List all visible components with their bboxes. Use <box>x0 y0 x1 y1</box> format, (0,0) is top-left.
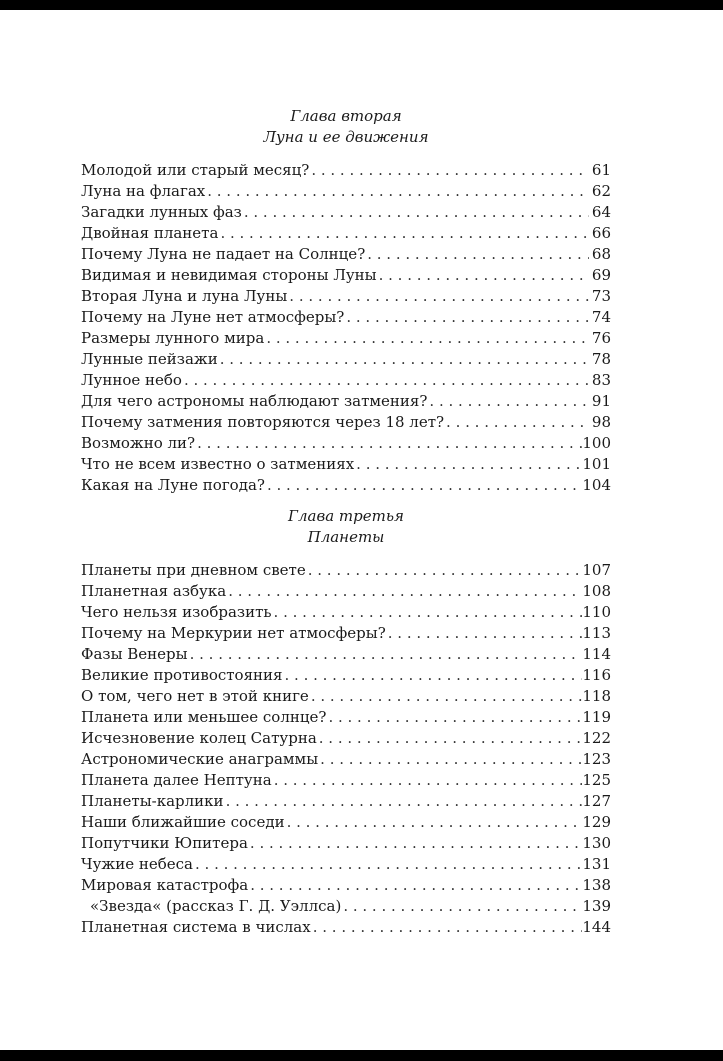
chapter-2-label: Глава вторая <box>290 107 402 125</box>
toc-entry-title: Попутчики Юпитера <box>81 834 248 852</box>
chapter-2-toc-list <box>81 160 611 496</box>
dot-leader <box>197 433 582 454</box>
toc-entry[interactable] <box>81 623 611 644</box>
chapter-2-heading <box>81 106 611 148</box>
bottom-black-border <box>0 1050 723 1061</box>
toc-entry-title: Для чего астрономы наблюдают затмения? <box>81 392 428 410</box>
toc-entry[interactable] <box>81 560 611 581</box>
dot-leader <box>226 791 583 812</box>
dot-leader <box>313 917 583 938</box>
toc-entry[interactable] <box>81 286 611 307</box>
toc-entry-page: 78 <box>591 350 611 368</box>
toc-entry[interactable] <box>81 875 611 896</box>
dot-leader <box>320 749 582 770</box>
toc-entry[interactable] <box>81 328 611 349</box>
toc-entry[interactable] <box>81 412 611 433</box>
toc-entry-title: Планетная система в числах <box>81 918 311 936</box>
dot-leader <box>446 412 589 433</box>
toc-entry-title: Какая на Луне погода? <box>81 476 265 494</box>
toc-entry-title: Вторая Луна и луна Луны <box>81 287 288 305</box>
dot-leader <box>266 328 589 349</box>
toc-entry-title: Астрономические анаграммы <box>81 750 319 768</box>
dot-leader <box>346 307 589 328</box>
toc-entry-title: Видимая и невидимая стороны Луны <box>81 266 377 284</box>
toc-entry[interactable] <box>81 917 611 938</box>
dot-leader <box>274 602 583 623</box>
toc-entry-page: 74 <box>591 308 611 326</box>
toc-entry-page: 107 <box>582 561 611 579</box>
dot-leader <box>285 665 583 686</box>
toc-entry[interactable] <box>81 454 611 475</box>
toc-entry-page: 125 <box>582 771 611 789</box>
toc-entry-page: 62 <box>591 182 611 200</box>
toc-entry-page: 114 <box>582 645 611 663</box>
toc-entry-page: 127 <box>582 792 611 810</box>
toc-entry-page: 91 <box>591 392 611 410</box>
dot-leader <box>343 896 582 917</box>
toc-entry[interactable] <box>81 707 611 728</box>
dot-leader <box>356 454 582 475</box>
toc-entry-title: О том, чего нет в этой книге <box>81 687 309 705</box>
toc-entry-page: 69 <box>591 266 611 284</box>
dot-leader <box>388 623 583 644</box>
toc-entry[interactable] <box>81 223 611 244</box>
toc-entry-page: 118 <box>582 687 611 705</box>
toc-entry[interactable] <box>81 475 611 496</box>
dot-leader <box>319 728 583 749</box>
toc-entry-title: Планеты при дневном свете <box>81 561 306 579</box>
chapter-3-title: Планеты <box>307 528 385 546</box>
toc-entry[interactable] <box>81 665 611 686</box>
dot-leader <box>328 707 582 728</box>
toc-entry-title: Молодой или старый месяц? <box>81 161 310 179</box>
dot-leader <box>195 854 582 875</box>
dot-leader <box>311 686 583 707</box>
dot-leader <box>228 581 582 602</box>
toc-entry[interactable] <box>81 244 611 265</box>
toc-entry-title: Исчезновение колец Сатурна <box>81 729 317 747</box>
toc-entry-title: Чего нельзя изобразить <box>81 603 272 621</box>
chapter-3-label: Глава третья <box>288 507 404 525</box>
dot-leader <box>184 370 589 391</box>
toc-entry-page: 83 <box>591 371 611 389</box>
toc-entry-title: Планета далее Нептуна <box>81 771 272 789</box>
toc-entry-page: 129 <box>582 813 611 831</box>
toc-entry-page: 104 <box>582 476 611 494</box>
dot-leader <box>379 265 589 286</box>
dot-leader <box>367 244 589 265</box>
toc-entry-title: Фазы Венеры <box>81 645 188 663</box>
dot-leader <box>190 644 583 665</box>
toc-entry[interactable] <box>81 370 611 391</box>
toc-entry-page: 76 <box>591 329 611 347</box>
toc-entry[interactable] <box>81 581 611 602</box>
dot-leader <box>311 160 589 181</box>
toc-entry-page: 61 <box>591 161 611 179</box>
dot-leader <box>274 770 583 791</box>
toc-entry-page: 130 <box>582 834 611 852</box>
toc-entry-title: Чужие небеса <box>81 855 193 873</box>
toc-entry-page: 119 <box>582 708 611 726</box>
dot-leader <box>308 560 583 581</box>
toc-entry-title: «Звезда« (рассказ Г. Д. Уэллса) <box>90 897 342 915</box>
chapter-2-title: Луна и ее движения <box>263 128 429 146</box>
toc-entry[interactable] <box>81 896 611 917</box>
toc-entry[interactable] <box>81 749 611 770</box>
toc-entry-page: 73 <box>591 287 611 305</box>
toc-entry[interactable] <box>81 728 611 749</box>
toc-entry-title: Лунное небо <box>81 371 182 389</box>
toc-entry-page: 98 <box>591 413 611 431</box>
toc-entry-page: 131 <box>582 855 611 873</box>
toc-entry-title: Наши ближайшие соседи <box>81 813 285 831</box>
toc-entry-title: Луна на флагах <box>81 182 206 200</box>
toc-entry-title: Планеты-карлики <box>81 792 224 810</box>
toc-entry[interactable] <box>81 391 611 412</box>
toc-entry-title: Почему Луна не падает на Солнце? <box>81 245 366 263</box>
toc-entry-page: 139 <box>582 897 611 915</box>
toc-entry-title: Почему затмения повторяются через 18 лет? <box>81 413 445 431</box>
toc-entry-title: Размеры лунного мира <box>81 329 265 347</box>
toc-entry-title: Загадки лунных фаз <box>81 203 242 221</box>
toc-entry[interactable] <box>81 854 611 875</box>
toc-entry[interactable] <box>81 349 611 370</box>
toc-entry[interactable] <box>81 602 611 623</box>
chapter-3-heading <box>81 506 611 548</box>
toc-entry[interactable] <box>81 644 611 665</box>
toc-entry[interactable] <box>81 202 611 223</box>
toc-entry-title: Почему на Меркурии нет атмосферы? <box>81 624 386 642</box>
toc-entry-title: Лунные пейзажи <box>81 350 218 368</box>
toc-entry-page: 64 <box>591 203 611 221</box>
toc-entry-page: 123 <box>582 750 611 768</box>
toc-entry[interactable] <box>81 160 611 181</box>
dot-leader <box>250 875 582 896</box>
dot-leader <box>207 181 589 202</box>
toc-entry-title: Что не всем известно о затмениях <box>81 455 355 473</box>
toc-entry-page: 100 <box>582 434 611 452</box>
toc-entry-title: Двойная планета <box>81 224 219 242</box>
toc-entry[interactable] <box>81 181 611 202</box>
dot-leader <box>287 812 583 833</box>
toc-entry[interactable] <box>81 686 611 707</box>
toc-entry-title: Почему на Луне нет атмосферы? <box>81 308 345 326</box>
toc-entry-title: Планетная азбука <box>81 582 227 600</box>
toc-entry[interactable] <box>81 791 611 812</box>
toc-entry-title: Великие противостояния <box>81 666 283 684</box>
toc-entry[interactable] <box>81 433 611 454</box>
dot-leader <box>289 286 589 307</box>
toc-entry[interactable] <box>81 770 611 791</box>
dot-leader <box>220 223 589 244</box>
top-black-border <box>0 0 723 10</box>
toc-entry-page: 108 <box>582 582 611 600</box>
toc-entry-title: Планета или меньшее солнце? <box>81 708 327 726</box>
toc-entry-page: 101 <box>582 455 611 473</box>
toc-entry-page: 144 <box>582 918 611 936</box>
dot-leader <box>250 833 582 854</box>
dot-leader <box>267 475 582 496</box>
toc-entry-page: 116 <box>582 666 611 684</box>
dot-leader <box>244 202 589 223</box>
toc-entry-page: 110 <box>582 603 611 621</box>
toc-entry[interactable] <box>81 833 611 854</box>
table-of-contents-page <box>81 106 611 938</box>
toc-entry-title: Возможно ли? <box>81 434 196 452</box>
toc-entry[interactable] <box>81 812 611 833</box>
toc-entry-title: Мировая катастрофа <box>81 876 249 894</box>
dot-leader <box>220 349 589 370</box>
toc-entry-page: 66 <box>591 224 611 242</box>
toc-entry-page: 122 <box>582 729 611 747</box>
toc-entry-page: 113 <box>582 624 611 642</box>
toc-entry-page: 68 <box>591 245 611 263</box>
chapter-3-toc-list <box>81 560 611 938</box>
toc-entry[interactable] <box>81 265 611 286</box>
dot-leader <box>429 391 589 412</box>
toc-entry[interactable] <box>81 307 611 328</box>
toc-entry-page: 138 <box>582 876 611 894</box>
